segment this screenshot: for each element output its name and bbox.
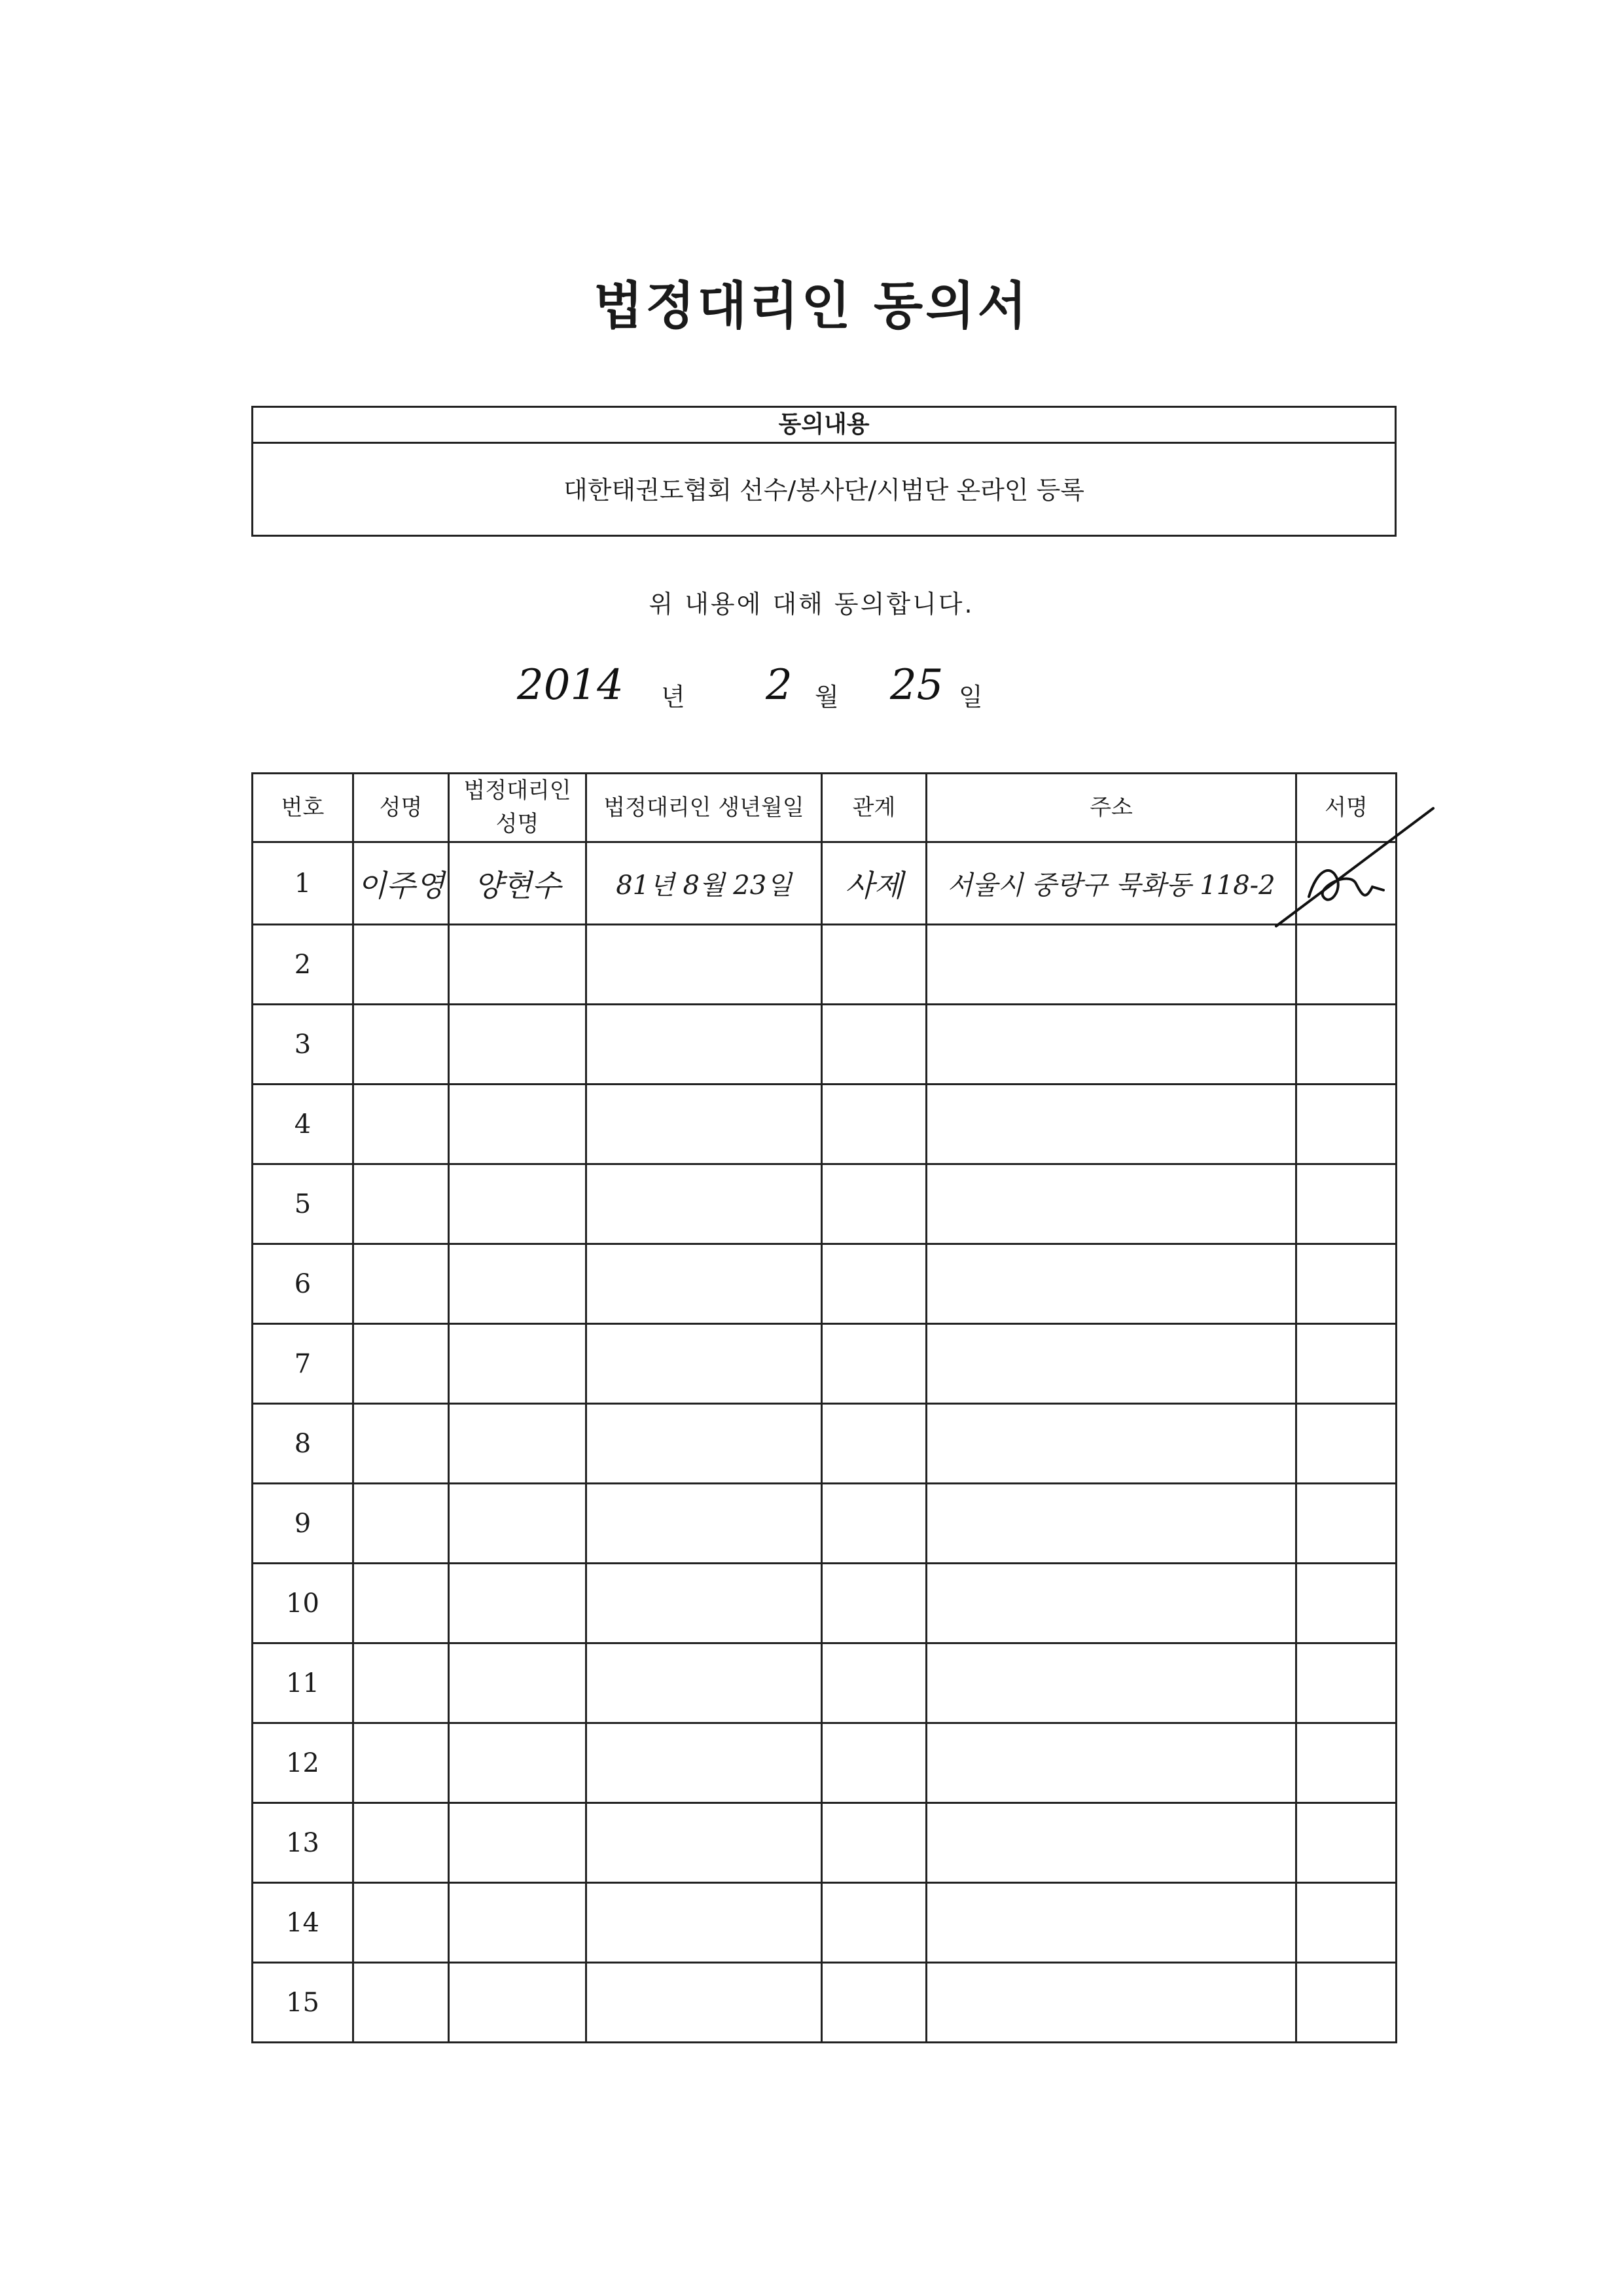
cell-guardian-birth: [586, 1963, 822, 2043]
cell-guardian-birth: [586, 1005, 822, 1085]
cell-guardian-birth: [586, 1883, 822, 1963]
cell-address: [927, 1564, 1296, 1643]
table-row: [253, 1164, 1397, 1244]
table-row: [253, 1963, 1397, 2043]
table-row: [253, 925, 1397, 1005]
header-relation: 관계: [822, 774, 927, 842]
handwritten-name: 이주영: [357, 867, 445, 903]
cell-address: [927, 1324, 1296, 1404]
cell-address: [927, 1005, 1296, 1085]
cell-guardian-name: [449, 1085, 586, 1164]
cell-guardian-birth: [586, 1244, 822, 1324]
cell-guardian-name: [449, 1564, 586, 1643]
cell-relation: [822, 925, 927, 1005]
date-month-label: 월: [815, 683, 839, 711]
cell-guardian-birth: [586, 1324, 822, 1404]
row-number: 6: [253, 1244, 353, 1324]
table-row: [253, 1244, 1397, 1324]
row-number: 4: [253, 1085, 353, 1164]
registrant-table: [251, 772, 1397, 2043]
cell-address: [927, 1404, 1296, 1484]
cell-relation: [822, 1404, 927, 1484]
agree-statement: 위 내용에 대해 동의합니다.: [649, 590, 974, 619]
row-number: 8: [253, 1404, 353, 1484]
handwritten-address: 서울시 중랑구 묵화동 118-2: [947, 870, 1275, 901]
cell-name: [353, 1085, 449, 1164]
cell-sign: [1296, 1164, 1397, 1244]
row-number: 10: [253, 1564, 353, 1643]
header-address: 주소: [927, 774, 1296, 842]
table-row: [253, 1085, 1397, 1164]
cell-address: [927, 1723, 1296, 1803]
cell-guardian-name: [449, 1484, 586, 1564]
cell-relation: [822, 1723, 927, 1803]
cell-address: [927, 925, 1296, 1005]
table-header-row: [253, 774, 1397, 842]
row-number: 11: [253, 1643, 353, 1723]
cell-guardian-name: [449, 1643, 586, 1723]
cell-address: [927, 1164, 1296, 1244]
cell-sign: [1296, 1324, 1397, 1404]
cell-sign: [1296, 1883, 1397, 1963]
cell-guardian-name: [449, 1723, 586, 1803]
row-number: 2: [253, 925, 353, 1005]
cell-sign: [1296, 1005, 1397, 1085]
cell-guardian-birth: [586, 1404, 822, 1484]
table-row: [253, 842, 1397, 925]
cell-sign: [1296, 1244, 1397, 1324]
cell-relation: [822, 1085, 927, 1164]
date-month: 2: [766, 661, 793, 709]
row-number: 14: [253, 1883, 353, 1963]
cell-name: [353, 1404, 449, 1484]
cell-guardian-name: [449, 1883, 586, 1963]
cell-name: [353, 1324, 449, 1404]
cell-guardian-name: [449, 1005, 586, 1085]
cell-relation: [822, 1324, 927, 1404]
handwritten-relation: 사제: [845, 867, 903, 903]
row-number: 5: [253, 1164, 353, 1244]
cell-guardian-birth: [586, 1643, 822, 1723]
cell-sign: [1296, 1963, 1397, 2043]
cell-name: [353, 1643, 449, 1723]
cell-address: [927, 1883, 1296, 1963]
consent-box: [251, 406, 1397, 537]
table-row: [253, 1484, 1397, 1564]
cell-sign: [1296, 1404, 1397, 1484]
cell-relation: [822, 842, 927, 925]
signature-icon: [1304, 857, 1389, 910]
cell-address: [927, 1963, 1296, 2043]
row-number: 12: [253, 1723, 353, 1803]
cell-address: [927, 1643, 1296, 1723]
cell-address: [927, 1244, 1296, 1324]
cell-name: [353, 1963, 449, 2043]
cell-sign: [1296, 1803, 1397, 1883]
cell-address: [927, 1085, 1296, 1164]
cell-name: [353, 1005, 449, 1085]
row-number: 1: [253, 842, 353, 925]
row-number: 15: [253, 1963, 353, 2043]
cell-guardian-name: [449, 1164, 586, 1244]
cell-relation: [822, 1803, 927, 1883]
cell-guardian-birth: [586, 1803, 822, 1883]
cell-guardian-name: [449, 1963, 586, 2043]
date-year: 2014: [517, 661, 624, 709]
cell-relation: [822, 1164, 927, 1244]
header-no: 번호: [253, 774, 353, 842]
table-row: [253, 1404, 1397, 1484]
cell-guardian-birth: [586, 1723, 822, 1803]
cell-relation: [822, 1484, 927, 1564]
cell-name: [353, 1244, 449, 1324]
cell-guardian-birth: [586, 1085, 822, 1164]
cell-name: [353, 1484, 449, 1564]
cell-guardian-name: [449, 1404, 586, 1484]
table-row: [253, 1723, 1397, 1803]
cell-sign: [1296, 925, 1397, 1005]
table-row: [253, 1005, 1397, 1085]
page-title: 법정대리인 동의서: [594, 277, 1029, 336]
row-number: 7: [253, 1324, 353, 1404]
consent-body: 대한태권도협회 선수/봉사단/시범단 온라인 등록: [563, 476, 1084, 505]
cell-relation: [822, 1564, 927, 1643]
cell-name: [353, 842, 449, 925]
cell-address: [927, 842, 1296, 925]
date-year-label: 년: [661, 683, 685, 711]
table-row: [253, 1643, 1397, 1723]
cell-sign: [1296, 1723, 1397, 1803]
cell-name: [353, 1564, 449, 1643]
cell-guardian-name: [449, 1803, 586, 1883]
cell-sign: [1296, 1484, 1397, 1564]
cell-relation: [822, 1005, 927, 1085]
cell-name: [353, 925, 449, 1005]
header-sign: 서명: [1296, 774, 1397, 842]
cell-guardian-birth: [586, 1484, 822, 1564]
cell-sign: [1296, 842, 1397, 925]
table-row: [253, 1883, 1397, 1963]
cell-sign: [1296, 1643, 1397, 1723]
cell-guardian-birth: [586, 1564, 822, 1643]
cell-relation: [822, 1963, 927, 2043]
cell-guardian-name: [449, 842, 586, 925]
date-line: [0, 661, 1623, 713]
cell-guardian-birth: [586, 925, 822, 1005]
cell-name: [353, 1723, 449, 1803]
table-row: [253, 1564, 1397, 1643]
cell-guardian-birth: [586, 1164, 822, 1244]
date-day-label: 일: [959, 683, 983, 711]
cell-relation: [822, 1883, 927, 1963]
cell-name: [353, 1164, 449, 1244]
table-row: [253, 1324, 1397, 1404]
cell-name: [353, 1883, 449, 1963]
row-number: 9: [253, 1484, 353, 1564]
cell-relation: [822, 1643, 927, 1723]
cell-sign: [1296, 1564, 1397, 1643]
table-row: [253, 1803, 1397, 1883]
cell-guardian-birth: [586, 842, 822, 925]
cell-sign: [1296, 1085, 1397, 1164]
cell-guardian-name: [449, 925, 586, 1005]
row-number: 13: [253, 1803, 353, 1883]
row-number: 3: [253, 1005, 353, 1085]
cell-address: [927, 1484, 1296, 1564]
consent-header: 동의내용: [253, 408, 1395, 444]
header-name: 성명: [353, 774, 449, 842]
cell-relation: [822, 1244, 927, 1324]
date-day: 25: [890, 661, 944, 709]
cell-address: [927, 1803, 1296, 1883]
cell-guardian-name: [449, 1324, 586, 1404]
handwritten-guardian-name: 양현수: [473, 867, 562, 903]
header-guardian-birth: 법정대리인 생년월일: [586, 774, 822, 842]
cell-name: [353, 1803, 449, 1883]
cell-guardian-name: [449, 1244, 586, 1324]
header-guardian-name: 법정대리인 성명: [449, 774, 586, 842]
handwritten-guardian-birth: 81년 8월 23일: [616, 870, 792, 901]
